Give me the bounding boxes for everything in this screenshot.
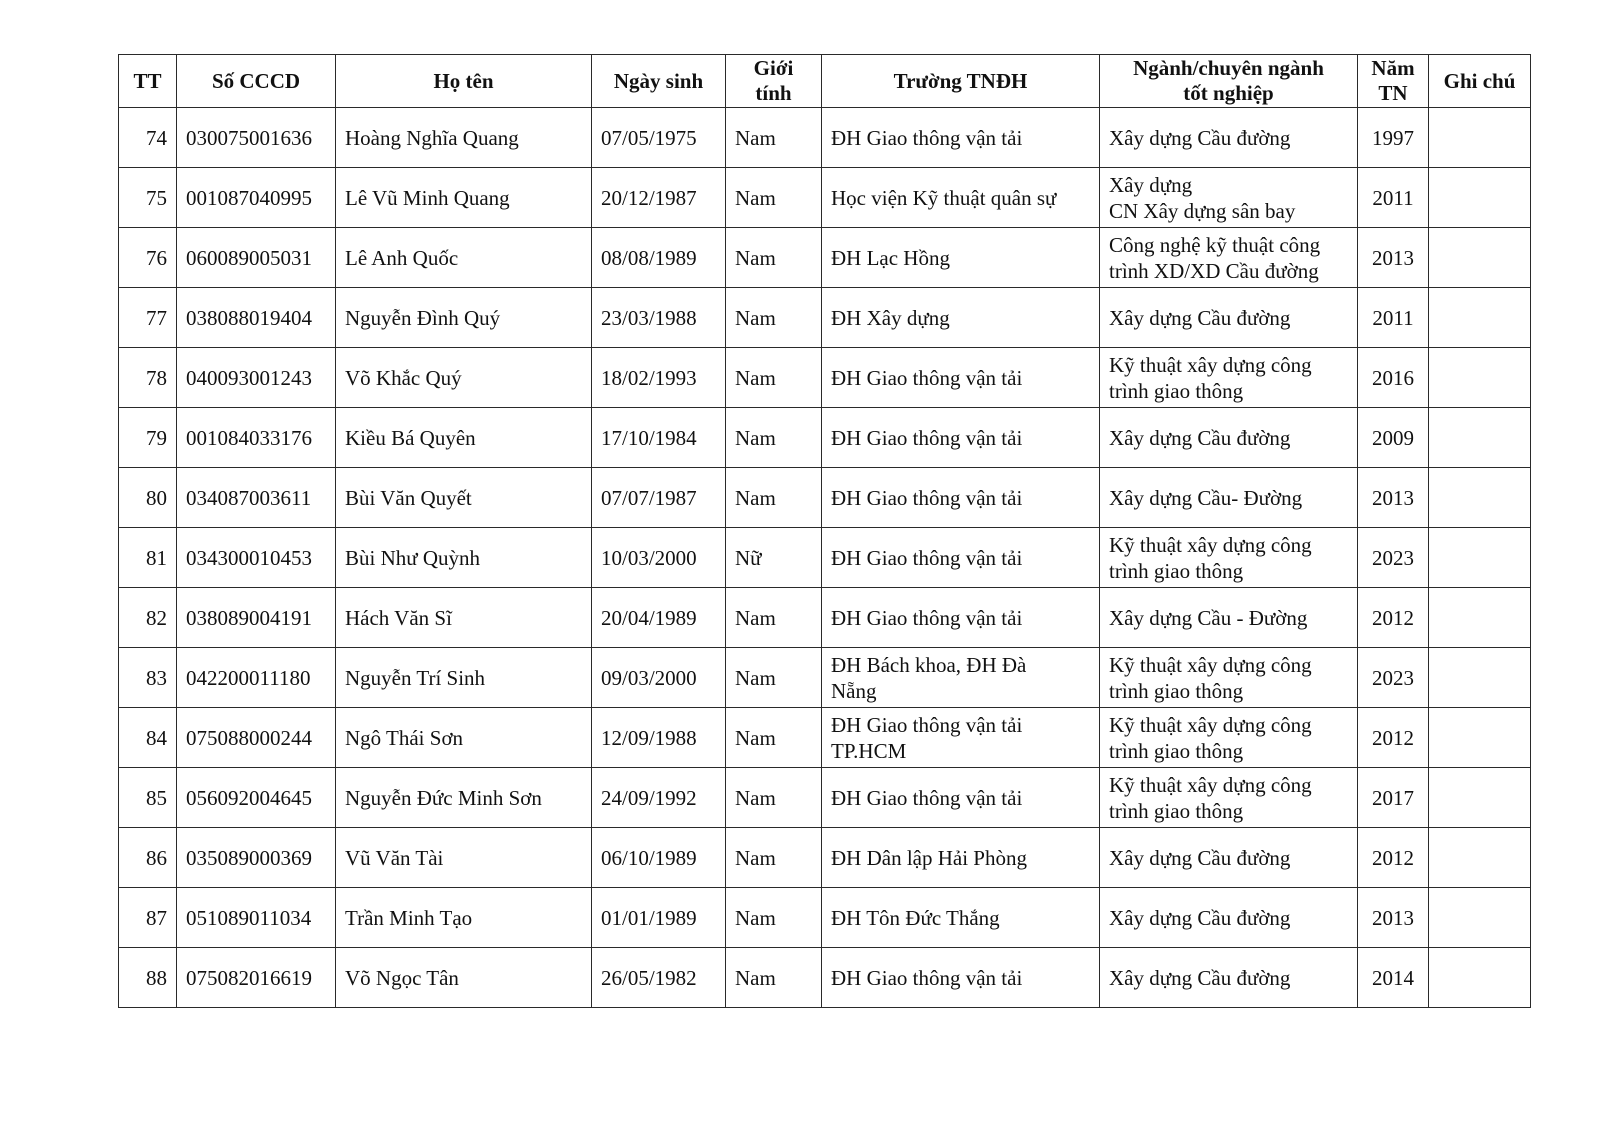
- cell-school-line: ĐH Giao thông vận tải: [831, 545, 1023, 570]
- cell-major-line: Kỹ thuật xây dựng công: [1109, 712, 1312, 737]
- cell-dob: 10/03/2000: [592, 528, 726, 588]
- cell-dob: 06/10/1989: [592, 828, 726, 888]
- cell-dob: 20/04/1989: [592, 588, 726, 648]
- cell-year: 2011: [1358, 288, 1429, 348]
- cell-dob: 09/03/2000: [592, 648, 726, 708]
- cell-dob: 17/10/1984: [592, 408, 726, 468]
- cell-school-line: ĐH Dân lập Hải Phòng: [831, 845, 1027, 870]
- cell-dob: 20/12/1987: [592, 168, 726, 228]
- cell-major-line: Xây dựng Cầu đường: [1109, 305, 1291, 330]
- cell-major-line: Xây dựng Cầu đường: [1109, 125, 1291, 150]
- cell-school: [822, 768, 1100, 828]
- cell-gender: Nam: [726, 108, 822, 168]
- cell-note: [1429, 588, 1531, 648]
- table-row: [119, 228, 1531, 288]
- column-header-gender-line: tính: [755, 81, 792, 105]
- cell-school: [822, 708, 1100, 768]
- cell-gender: Nam: [726, 168, 822, 228]
- cell-name: Nguyễn Đức Minh Sơn: [336, 768, 592, 828]
- cell-major-line: Kỹ thuật xây dựng công: [1109, 772, 1312, 797]
- cell-school: [822, 408, 1100, 468]
- cell-note: [1429, 888, 1531, 948]
- cell-school: [822, 288, 1100, 348]
- cell-cccd: 042200011180: [177, 648, 336, 708]
- cell-school-line: ĐH Giao thông vận tải: [831, 965, 1023, 990]
- cell-name: Bùi Như Quỳnh: [336, 528, 592, 588]
- cell-cccd: 034300010453: [177, 528, 336, 588]
- cell-major: [1100, 528, 1358, 588]
- cell-major: [1100, 468, 1358, 528]
- cell-major: [1100, 228, 1358, 288]
- cell-major: [1100, 768, 1358, 828]
- table-row: [119, 888, 1531, 948]
- column-header-major: [1100, 55, 1358, 108]
- cell-major-line: Xây dựng: [1109, 172, 1193, 197]
- column-header-year-line: TN: [1378, 81, 1408, 105]
- cell-note: [1429, 408, 1531, 468]
- column-header-gender-line: Giới: [753, 56, 794, 80]
- cell-major: [1100, 348, 1358, 408]
- cell-school: [822, 888, 1100, 948]
- cell-school: [822, 228, 1100, 288]
- cell-school-line: ĐH Giao thông vận tải: [831, 785, 1023, 810]
- cell-cccd: 001087040995: [177, 168, 336, 228]
- cell-tt: 75: [119, 168, 177, 228]
- table-row: [119, 288, 1531, 348]
- cell-tt: 84: [119, 708, 177, 768]
- table-row: [119, 408, 1531, 468]
- table-header: [119, 55, 1531, 108]
- cell-school: [822, 948, 1100, 1008]
- column-header-year: [1358, 55, 1429, 108]
- cell-tt: 86: [119, 828, 177, 888]
- cell-school-line: ĐH Lạc Hồng: [831, 245, 950, 270]
- cell-name: Hách Văn Sĩ: [336, 588, 592, 648]
- cell-major-line: Xây dựng Cầu đường: [1109, 965, 1291, 990]
- cell-cccd: 038088019404: [177, 288, 336, 348]
- cell-year: 2011: [1358, 168, 1429, 228]
- cell-name: Vũ Văn Tài: [336, 828, 592, 888]
- cell-note: [1429, 948, 1531, 1008]
- cell-major-line: Xây dựng Cầu- Đường: [1109, 485, 1303, 510]
- cell-school-line: ĐH Giao thông vận tải: [831, 425, 1023, 450]
- cell-gender: Nam: [726, 948, 822, 1008]
- cell-name: Trần Minh Tạo: [336, 888, 592, 948]
- cell-major-line: trình giao thông: [1109, 378, 1244, 403]
- cell-major: [1100, 708, 1358, 768]
- cell-major: [1100, 888, 1358, 948]
- cell-name: Võ Khắc Quý: [336, 348, 592, 408]
- cell-note: [1429, 768, 1531, 828]
- cell-year: 2014: [1358, 948, 1429, 1008]
- cell-name: Bùi Văn Quyết: [336, 468, 592, 528]
- cell-major: [1100, 828, 1358, 888]
- cell-major: [1100, 648, 1358, 708]
- column-header-tt: TT: [119, 55, 177, 108]
- cell-tt: 78: [119, 348, 177, 408]
- cell-major-line: trình giao thông: [1109, 798, 1244, 823]
- cell-name: Hoàng Nghĩa Quang: [336, 108, 592, 168]
- cell-school-line: ĐH Giao thông vận tải: [831, 712, 1023, 737]
- cell-major-line: Xây dựng Cầu - Đường: [1109, 605, 1308, 630]
- column-header-name: Họ tên: [336, 55, 592, 108]
- cell-name: Kiều Bá Quyên: [336, 408, 592, 468]
- cell-dob: 07/07/1987: [592, 468, 726, 528]
- cell-note: [1429, 228, 1531, 288]
- cell-major-line: trình giao thông: [1109, 558, 1244, 583]
- cell-major-line: CN Xây dựng sân bay: [1109, 198, 1296, 223]
- cell-cccd: 075088000244: [177, 708, 336, 768]
- cell-tt: 76: [119, 228, 177, 288]
- table-row: [119, 468, 1531, 528]
- cell-tt: 80: [119, 468, 177, 528]
- cell-gender: Nữ: [726, 528, 822, 588]
- cell-school-line: ĐH Xây dựng: [831, 305, 950, 330]
- cell-gender: Nam: [726, 768, 822, 828]
- cell-cccd: 060089005031: [177, 228, 336, 288]
- cell-tt: 87: [119, 888, 177, 948]
- cell-year: 2023: [1358, 528, 1429, 588]
- table-row: [119, 828, 1531, 888]
- cell-year: 2013: [1358, 888, 1429, 948]
- cell-school: [822, 528, 1100, 588]
- table-row: [119, 648, 1531, 708]
- cell-year: 2012: [1358, 828, 1429, 888]
- cell-name: Võ Ngọc Tân: [336, 948, 592, 1008]
- cell-dob: 26/05/1982: [592, 948, 726, 1008]
- cell-major-line: Kỹ thuật xây dựng công: [1109, 652, 1312, 677]
- column-header-note: Ghi chú: [1429, 55, 1531, 108]
- cell-gender: Nam: [726, 228, 822, 288]
- cell-gender: Nam: [726, 828, 822, 888]
- cell-major-line: Xây dựng Cầu đường: [1109, 905, 1291, 930]
- cell-school: [822, 468, 1100, 528]
- graduate-roster-table: [118, 54, 1531, 1008]
- cell-cccd: 051089011034: [177, 888, 336, 948]
- cell-cccd: 001084033176: [177, 408, 336, 468]
- cell-note: [1429, 168, 1531, 228]
- cell-school: [822, 168, 1100, 228]
- cell-major: [1100, 408, 1358, 468]
- table-row: [119, 348, 1531, 408]
- cell-school: [822, 648, 1100, 708]
- table-row: [119, 168, 1531, 228]
- cell-gender: Nam: [726, 648, 822, 708]
- cell-major-line: Xây dựng Cầu đường: [1109, 425, 1291, 450]
- cell-major: [1100, 948, 1358, 1008]
- cell-dob: 01/01/1989: [592, 888, 726, 948]
- cell-cccd: 030075001636: [177, 108, 336, 168]
- column-header-school: Trường TNĐH: [822, 55, 1100, 108]
- header-row: [119, 55, 1531, 108]
- cell-note: [1429, 528, 1531, 588]
- column-header-gender: [726, 55, 822, 108]
- cell-dob: 12/09/1988: [592, 708, 726, 768]
- column-header-year-line: Năm: [1371, 56, 1415, 80]
- cell-year: 1997: [1358, 108, 1429, 168]
- cell-major-line: trình giao thông: [1109, 678, 1244, 703]
- cell-gender: Nam: [726, 708, 822, 768]
- cell-gender: Nam: [726, 588, 822, 648]
- cell-tt: 81: [119, 528, 177, 588]
- cell-major-line: Kỹ thuật xây dựng công: [1109, 532, 1312, 557]
- column-header-major-line: Ngành/chuyên ngành: [1133, 56, 1324, 80]
- cell-year: 2012: [1358, 588, 1429, 648]
- cell-major: [1100, 588, 1358, 648]
- table-row: [119, 768, 1531, 828]
- cell-dob: 23/03/1988: [592, 288, 726, 348]
- cell-tt: 83: [119, 648, 177, 708]
- table-row: [119, 708, 1531, 768]
- column-header-dob: Ngày sinh: [592, 55, 726, 108]
- cell-tt: 74: [119, 108, 177, 168]
- cell-gender: Nam: [726, 468, 822, 528]
- cell-school-line: ĐH Giao thông vận tải: [831, 605, 1023, 630]
- cell-year: 2013: [1358, 468, 1429, 528]
- cell-major: [1100, 168, 1358, 228]
- cell-major-line: Kỹ thuật xây dựng công: [1109, 352, 1312, 377]
- cell-tt: 79: [119, 408, 177, 468]
- table-row: [119, 528, 1531, 588]
- cell-tt: 85: [119, 768, 177, 828]
- cell-gender: Nam: [726, 348, 822, 408]
- table-row: [119, 588, 1531, 648]
- cell-year: 2016: [1358, 348, 1429, 408]
- cell-name: Ngô Thái Sơn: [336, 708, 592, 768]
- cell-note: [1429, 708, 1531, 768]
- cell-school-line: ĐH Giao thông vận tải: [831, 125, 1023, 150]
- cell-tt: 77: [119, 288, 177, 348]
- cell-gender: Nam: [726, 408, 822, 468]
- cell-tt: 88: [119, 948, 177, 1008]
- cell-school: [822, 588, 1100, 648]
- cell-note: [1429, 468, 1531, 528]
- cell-school-line: ĐH Bách khoa, ĐH Đà: [831, 652, 1027, 677]
- table-row: [119, 948, 1531, 1008]
- cell-major: [1100, 288, 1358, 348]
- cell-school-line: Học viện Kỹ thuật quân sự: [831, 185, 1057, 210]
- cell-year: 2009: [1358, 408, 1429, 468]
- cell-cccd: 056092004645: [177, 768, 336, 828]
- cell-year: 2017: [1358, 768, 1429, 828]
- cell-tt: 82: [119, 588, 177, 648]
- cell-school-line: TP.HCM: [831, 738, 907, 763]
- cell-note: [1429, 828, 1531, 888]
- cell-year: 2023: [1358, 648, 1429, 708]
- cell-note: [1429, 288, 1531, 348]
- cell-name: Lê Vũ Minh Quang: [336, 168, 592, 228]
- cell-name: Lê Anh Quốc: [336, 228, 592, 288]
- cell-major-line: Xây dựng Cầu đường: [1109, 845, 1291, 870]
- cell-gender: Nam: [726, 288, 822, 348]
- cell-school: [822, 348, 1100, 408]
- cell-major-line: Công nghệ kỹ thuật công: [1109, 232, 1321, 257]
- cell-note: [1429, 348, 1531, 408]
- cell-school: [822, 108, 1100, 168]
- cell-major-line: trình XD/XD Cầu đường: [1109, 258, 1319, 283]
- cell-cccd: 035089000369: [177, 828, 336, 888]
- table-body: [119, 108, 1531, 1008]
- cell-dob: 24/09/1992: [592, 768, 726, 828]
- cell-name: Nguyễn Đình Quý: [336, 288, 592, 348]
- cell-dob: 18/02/1993: [592, 348, 726, 408]
- cell-gender: Nam: [726, 888, 822, 948]
- cell-cccd: 040093001243: [177, 348, 336, 408]
- table-row: [119, 108, 1531, 168]
- cell-name: Nguyễn Trí Sinh: [336, 648, 592, 708]
- cell-dob: 07/05/1975: [592, 108, 726, 168]
- cell-school-line: Nẵng: [831, 678, 877, 703]
- column-header-cccd: Số CCCD: [177, 55, 336, 108]
- cell-dob: 08/08/1989: [592, 228, 726, 288]
- cell-school: [822, 828, 1100, 888]
- cell-cccd: 038089004191: [177, 588, 336, 648]
- cell-year: 2013: [1358, 228, 1429, 288]
- cell-school-line: ĐH Tôn Đức Thắng: [831, 905, 1000, 930]
- cell-major-line: trình giao thông: [1109, 738, 1244, 763]
- cell-note: [1429, 648, 1531, 708]
- cell-cccd: 034087003611: [177, 468, 336, 528]
- cell-year: 2012: [1358, 708, 1429, 768]
- cell-school-line: ĐH Giao thông vận tải: [831, 485, 1023, 510]
- cell-cccd: 075082016619: [177, 948, 336, 1008]
- column-header-major-line: tốt nghiệp: [1183, 81, 1274, 105]
- cell-note: [1429, 108, 1531, 168]
- cell-school-line: ĐH Giao thông vận tải: [831, 365, 1023, 390]
- cell-major: [1100, 108, 1358, 168]
